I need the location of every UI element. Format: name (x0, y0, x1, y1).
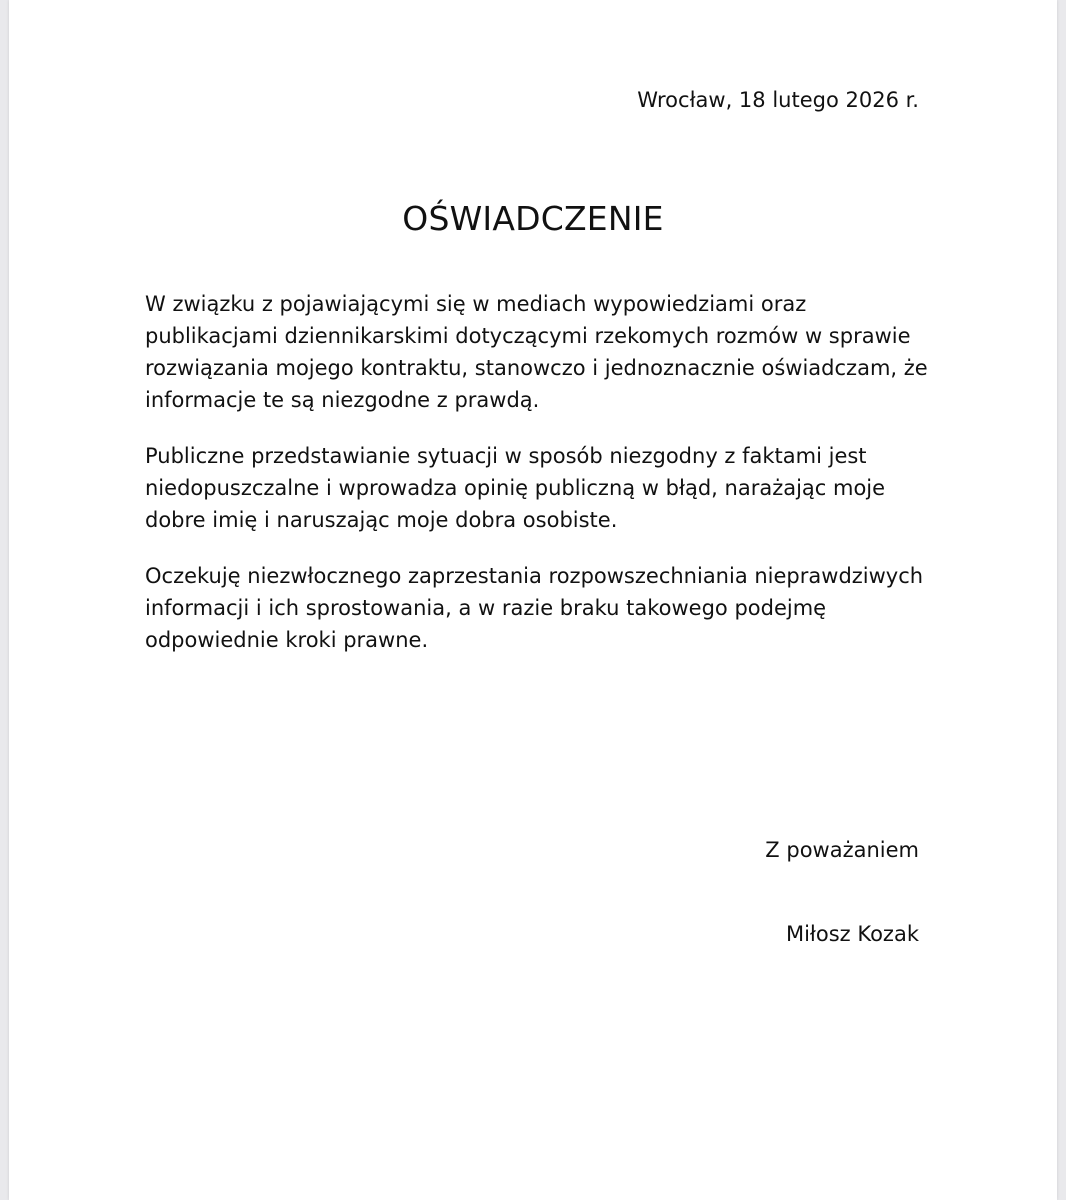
body-paragraph-1: W związku z pojawiającymi się w mediach wypowiedziami oraz publikacjami dziennikarskimi dotyczącymi rzekomych rozmów w sprawie rozwiązania mojego kontraktu, stanowczo i jednoznacznie oświadczam, że informacje te są niezgodne z prawdą. (145, 292, 928, 412)
date-line: Wrocław, 18 lutego 2026 r. (637, 88, 919, 112)
body-paragraph-2: Publiczne przedstawianie sytuacji w sposób niezgodny z faktami jest niedopuszczalne i wprowadza opinię publiczną w błąd, narażając moje dobre imię i naruszając moje dobra osobiste. (145, 444, 886, 532)
body-paragraph-3: Oczekuję niezwłocznego zaprzestania rozpowszechniania nieprawdziwych informacji i ich sprostowania, a w razie braku takowego podejmę odpowiednie kroki prawne. (145, 564, 924, 652)
document-page (9, 0, 1057, 1200)
signature-name: Miłosz Kozak (785, 922, 919, 946)
closing-line: Z poważaniem (765, 838, 919, 862)
document-body (145, 288, 935, 680)
document-title: OŚWIADCZENIE (402, 199, 664, 238)
